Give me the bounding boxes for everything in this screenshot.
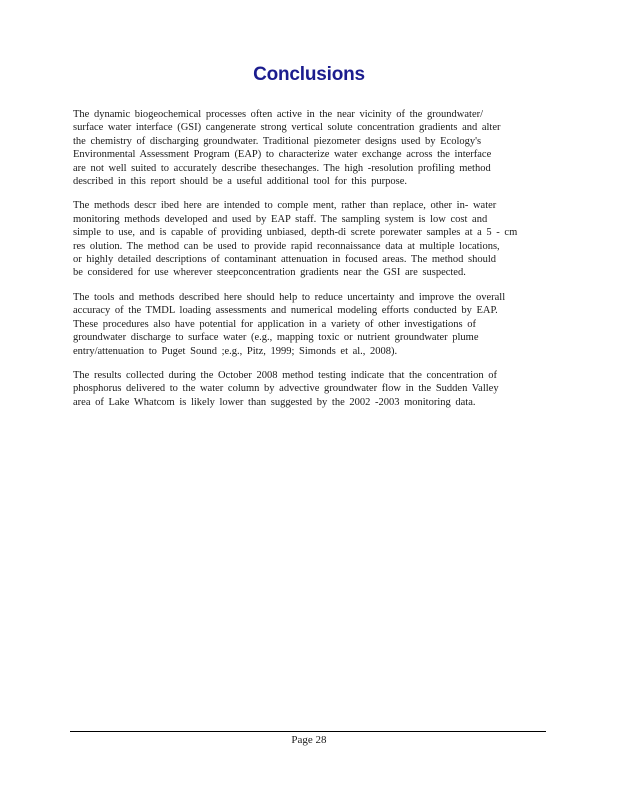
- text-line: area of Lake Whatcom is likely lower than suggested by the 2002 -2003 monitoring data.: [73, 396, 476, 408]
- text-line: are not well suited to accurately describe thesechanges. The high -resolution profiling method: [73, 162, 491, 174]
- text-line: Environmental Assessment Program (EAP) to characterize water exchange across the interface: [73, 149, 492, 161]
- paragraph-results: [73, 369, 538, 409]
- paragraph-gsi-processes: [73, 108, 538, 188]
- paragraph-tools: [73, 291, 538, 358]
- text-line: The dynamic biogeochemical processes often active in the near vicinity of the groundwater/: [73, 109, 484, 120]
- text-line: The tools and methods described here should help to reduce uncertainty and improve the overall: [73, 291, 506, 303]
- text-line: groundwater discharge to surface water (e.g., mapping toxic or nutrient groundwater plume: [73, 332, 479, 344]
- page-number: Page 28: [291, 734, 327, 746]
- text-line: simple to use, and is capable of providing unbiased, depth-di screte porewater samples at a 5 - cm: [73, 227, 518, 239]
- text-line: entry/attenuation to Puget Sound ;e.g., Pitz, 1999; Simonds et al., 2008).: [73, 345, 398, 357]
- text-line: monitoring methods developed and used by EAP staff. The sampling system is low cost and: [73, 213, 488, 225]
- paragraph-methods: [73, 199, 538, 279]
- text-line: or highly detailed descriptions of contaminant attenuation in focused areas. The method should: [73, 254, 496, 266]
- footer-divider: [70, 731, 546, 732]
- text-line: be considered for use wherever steepconcentration gradients near the GSI are suspected.: [73, 267, 466, 279]
- text-line: accuracy of the TMDL loading assessments and numerical modeling efforts conducted by EAP.: [73, 305, 498, 317]
- page-title: Conclusions: [253, 64, 365, 85]
- text-line: surface water interface (GSI) cangenerate strong vertical solute concentration gradients and alter: [73, 122, 501, 134]
- text-line: The results collected during the October 2008 method testing indicate that the concentration of: [73, 369, 498, 381]
- text-line: phosphorus delivered to the water column by advective groundwater flow in the Sudden Valley: [73, 383, 499, 395]
- text-line: The methods descr ibed here are intended to comple ment, rather than replace, other in- water: [73, 200, 497, 212]
- body-text: [73, 108, 538, 420]
- text-line: res olution. The method can be used to provide rapid reconnaissance data at multiple locations,: [73, 240, 500, 252]
- text-line: These procedures also have potential for application in a variety of other investigations of: [73, 318, 477, 330]
- text-line: described in this report should be a useful additional tool for this purpose.: [73, 176, 407, 188]
- text-line: the chemistry of discharging groundwater. Traditional piezometer designs used by Ecology's: [73, 135, 482, 147]
